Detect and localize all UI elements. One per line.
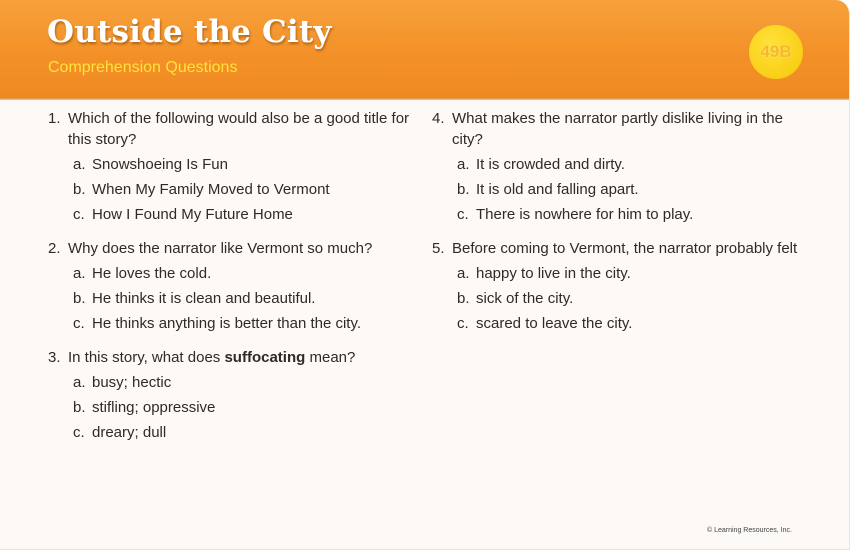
card-number-label: 49B	[760, 42, 792, 61]
option-letter: c.	[73, 315, 85, 332]
question-4	[432, 108, 812, 225]
option-letter: c.	[457, 315, 469, 332]
option-text: Snowshoeing Is Fun	[92, 156, 228, 173]
question-1	[48, 108, 418, 225]
option-letter: a.	[457, 156, 470, 173]
answer-option	[432, 264, 812, 284]
question-text	[68, 347, 418, 368]
answer-option	[48, 423, 418, 443]
question-3	[48, 347, 418, 443]
answer-option	[432, 180, 812, 200]
question-number: 1.	[48, 110, 61, 127]
question-number: 5.	[432, 240, 445, 257]
option-letter: b.	[73, 181, 86, 198]
option-text: It is crowded and dirty.	[476, 156, 625, 173]
option-text: sick of the city.	[476, 290, 574, 307]
question-4-prompt	[432, 108, 812, 150]
answer-option	[432, 289, 812, 309]
answer-option	[48, 155, 418, 175]
answer-option	[432, 155, 812, 175]
option-text: He thinks anything is better than the city.	[92, 315, 362, 332]
answer-option	[48, 314, 418, 334]
question-number: 3.	[48, 349, 61, 366]
option-text: When My Family Moved to Vermont	[92, 181, 330, 198]
option-letter: a.	[73, 374, 86, 391]
answer-option	[48, 398, 418, 418]
question-text: Which of the following would also be a good title for this story?	[68, 110, 410, 148]
questions-left-column	[48, 108, 418, 456]
option-text: happy to live in the city.	[476, 265, 631, 282]
question-text: Before coming to Vermont, the narrator probably felt	[452, 240, 798, 257]
option-letter: c.	[73, 424, 85, 441]
answer-option	[432, 205, 812, 225]
option-letter: b.	[457, 290, 470, 307]
copyright-notice: © Learning Resources, Inc.	[707, 527, 792, 534]
question-text-after: mean?	[305, 349, 356, 366]
option-letter: a.	[73, 156, 86, 173]
question-2-prompt	[48, 238, 418, 259]
question-text-before: In this story, what does	[68, 349, 225, 366]
question-5-prompt	[432, 238, 812, 259]
option-letter: a.	[457, 265, 470, 282]
option-text: How I Found My Future Home	[92, 206, 293, 223]
option-text: scared to leave the city.	[476, 315, 633, 332]
question-number: 4.	[432, 110, 445, 127]
vocabulary-word: suffocating	[224, 349, 306, 366]
answer-option	[48, 264, 418, 284]
card-number-badge	[749, 25, 803, 79]
option-letter: b.	[73, 399, 86, 416]
questions-right-column	[432, 108, 812, 347]
option-letter: b.	[457, 181, 470, 198]
answer-option	[48, 373, 418, 393]
answer-option	[432, 314, 812, 334]
option-text: He thinks it is clean and beautiful.	[92, 290, 316, 307]
header-divider	[0, 97, 850, 100]
question-text: Why does the narrator like Vermont so much?	[68, 240, 373, 257]
question-number: 2.	[48, 240, 61, 257]
option-text: stifling; oppressive	[92, 399, 216, 416]
question-text: What makes the narrator partly dislike living in the city?	[452, 110, 783, 148]
page-subtitle: Comprehension Questions	[48, 59, 238, 76]
option-text: busy; hectic	[92, 374, 172, 391]
option-text: He loves the cold.	[92, 265, 212, 282]
page-title: Outside the City	[47, 14, 332, 50]
answer-option	[48, 289, 418, 309]
question-5	[432, 238, 812, 334]
option-letter: b.	[73, 290, 86, 307]
option-text: dreary; dull	[92, 424, 167, 441]
question-3-prompt	[48, 347, 418, 368]
option-text: There is nowhere for him to play.	[476, 206, 694, 223]
question-1-prompt	[48, 108, 418, 150]
answer-option	[48, 205, 418, 225]
question-2	[48, 238, 418, 334]
option-letter: c.	[73, 206, 85, 223]
answer-option	[48, 180, 418, 200]
card-header	[0, 0, 850, 97]
option-letter: a.	[73, 265, 86, 282]
option-text: It is old and falling apart.	[476, 181, 639, 198]
option-letter: c.	[457, 206, 469, 223]
